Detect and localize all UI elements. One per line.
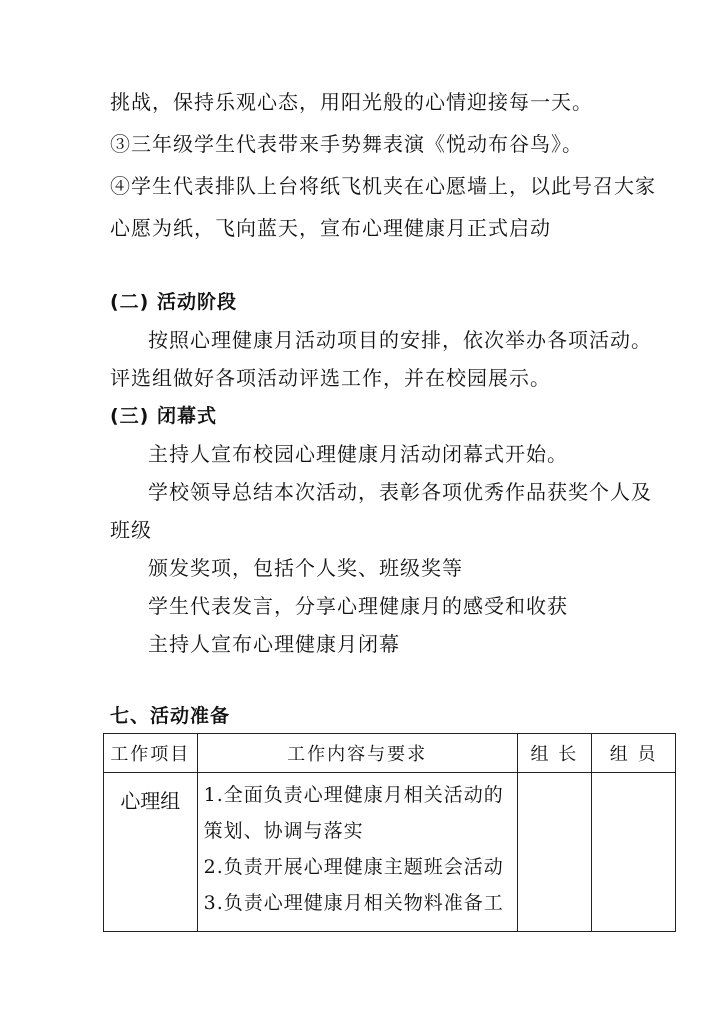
- requirements-cell: [197, 773, 517, 932]
- members-cell: [592, 773, 676, 932]
- paragraph: 主持人宣布心理健康月闭幕: [148, 632, 400, 656]
- paragraph: 评选组做好各项活动评选工作，并在校园展示。: [110, 366, 551, 390]
- text-line: 心愿为纸，飞向蓝天，宣布心理健康月正式启动: [110, 216, 551, 240]
- column-header-leader: 组 长: [517, 734, 592, 773]
- column-header-project: 工作项目: [104, 734, 198, 773]
- requirement-line: 1.全面负责心理健康月相关活动的: [203, 784, 504, 806]
- text-line: 挑战，保持乐观心态，用阳光般的心情迎接每一天。: [110, 90, 593, 114]
- paragraph: 班级: [110, 518, 152, 542]
- requirement-line: 2.负责开展心理健康主题班会活动: [203, 856, 504, 878]
- leader-cell: [517, 773, 592, 932]
- section-heading-closing: (三) 闭幕式: [110, 405, 217, 427]
- table-header-row: [104, 734, 676, 773]
- paragraph: 学校领导总结本次活动，表彰各项优秀作品获奖个人及: [148, 480, 652, 504]
- project-name: 心理组: [120, 789, 181, 813]
- text-line: ③三年级学生代表带来手势舞表演《悦动布谷鸟》。: [110, 132, 583, 156]
- column-header-content: 工作内容与要求: [197, 734, 517, 773]
- requirement-line: 策划、协调与落实: [203, 820, 364, 842]
- section-heading-preparation: 七、活动准备: [110, 705, 231, 727]
- paragraph: 按照心理健康月活动项目的安排，依次举办各项活动。: [148, 328, 652, 352]
- text-line: ④学生代表排队上台将纸飞机夹在心愿墙上，以此号召大家: [110, 174, 656, 198]
- column-header-members: 组 员: [592, 734, 676, 773]
- requirement-line: 3.负责心理健康月相关物料准备工: [203, 892, 504, 914]
- paragraph: 学生代表发言，分享心理健康月的感受和收获: [148, 594, 568, 618]
- table-row: [104, 773, 676, 932]
- section-heading-activity-stage: (二) 活动阶段: [110, 291, 237, 313]
- paragraph: 颁发奖项，包括个人奖、班级奖等: [148, 556, 463, 580]
- preparation-table: [103, 733, 676, 932]
- project-cell: [104, 773, 198, 932]
- paragraph: 主持人宣布校园心理健康月活动闭幕式开始。: [148, 442, 568, 466]
